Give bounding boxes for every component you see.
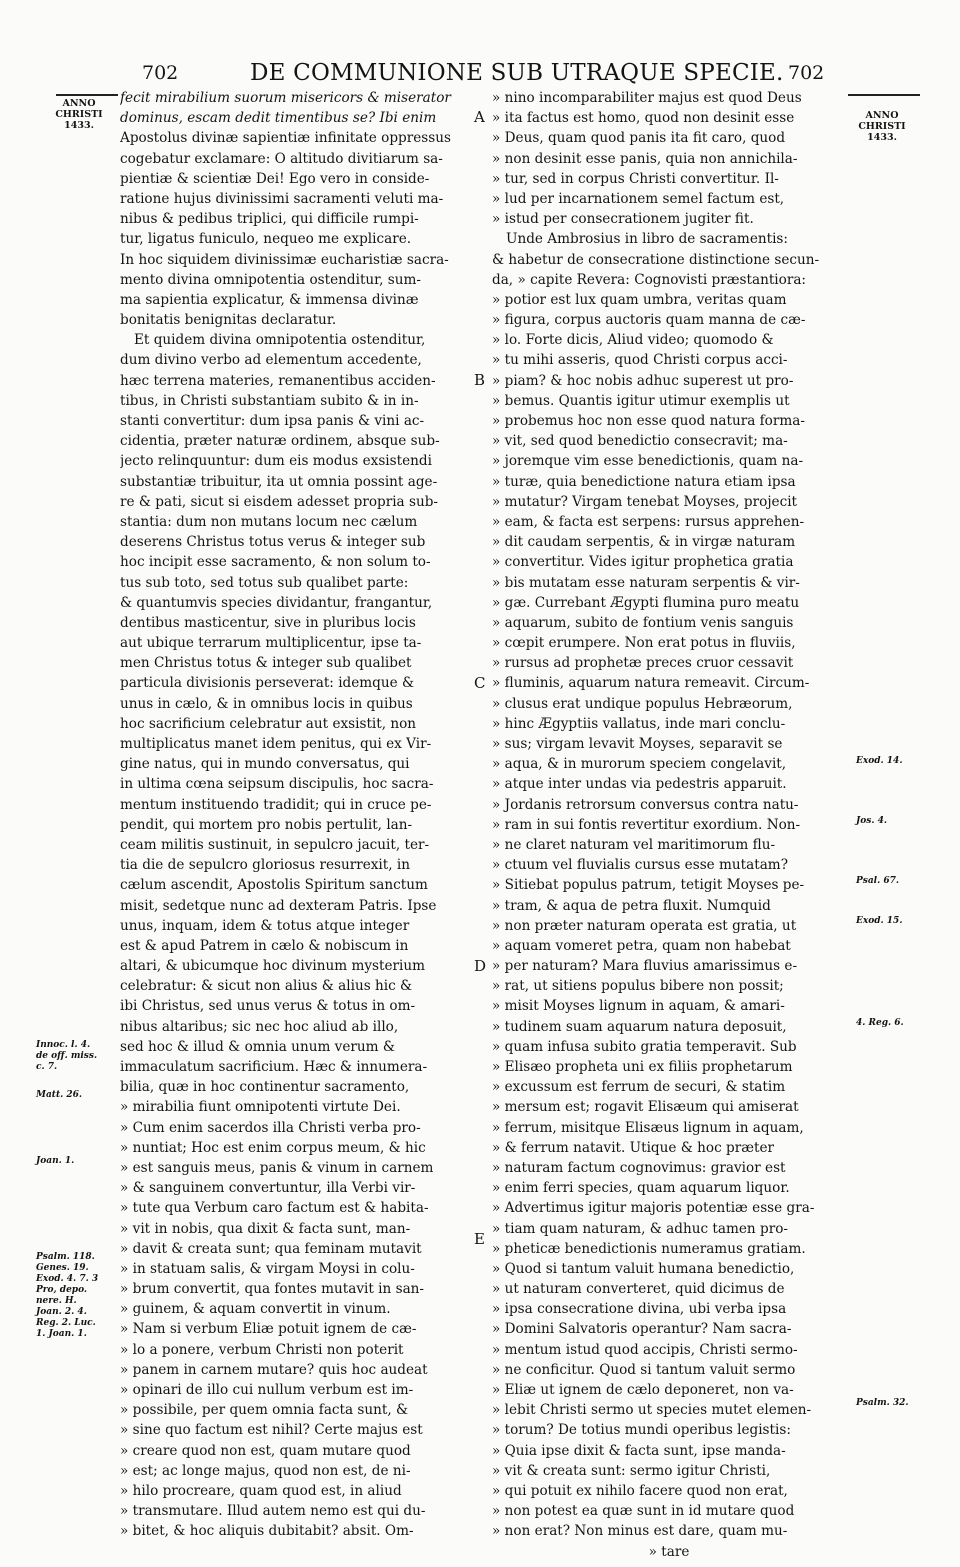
text-line: » Deus, quam quod panis ita fit caro, quod [492, 130, 786, 147]
text-line: nibus altaribus; sic nec hoc aliud ab illo, [120, 1018, 399, 1035]
text-line: » est sanguis meus, panis & vinum in carnem [120, 1159, 434, 1176]
text-line: re & pati, sicut si eisdem adesset propria sub- [120, 493, 439, 510]
left-column [120, 88, 472, 1542]
text-line: » nuntiat; Hoc est enim corpus meum, & hic [120, 1139, 426, 1156]
text-line: » gæ. Currebant Ægypti flumina puro meatu [492, 594, 800, 611]
text-line: » lo. Forte dicis, Aliud video; quomodo & [492, 332, 774, 349]
text-line: pendit, qui mortem pro nobis pertulit, lan- [120, 816, 413, 833]
text-line: » ita factus est homo, quod non desinit esse [492, 110, 795, 127]
anno-label: ANNO [865, 110, 899, 121]
text-line: » tute qua Verbum caro factum est & habita- [120, 1200, 429, 1217]
section-letter-a: A [474, 108, 485, 126]
text-line: » aquam vomeret petra, quam non habebat [492, 937, 791, 954]
text-line: ceam militis sustinuit, in sepulcro jacuit, ter- [120, 836, 430, 853]
anno-christi-right [856, 110, 908, 143]
text-line: » ne claret naturam vel maritimorum flu- [492, 836, 776, 853]
text-line: » mirabilia fiunt omnipotenti virtute Dei. [120, 1099, 401, 1116]
text-line: sed hoc & illud & omnia unum verum & [120, 1038, 395, 1055]
text-line: » est; ac longe majus, quod non est, de ni- [120, 1462, 411, 1479]
text-line: » torum? De totius mundi operibus legistis: [492, 1422, 791, 1439]
text-line: » vit, sed quod benedictio consecravit; ma- [492, 433, 788, 450]
text-line: in ultima cœna seipsum discipulis, hoc sacra- [120, 776, 434, 793]
text-line: jecto relinquuntur: dum eis modus exsistendi [120, 453, 432, 470]
year-label: 1433. [64, 120, 94, 131]
text-line: » fluminis, aquarum natura remeavit. Circum- [492, 675, 810, 692]
christi-label: CHRISTI [858, 121, 906, 132]
text-line: ma sapientia explicatur, & immensa divinæ [120, 291, 419, 308]
text-line: » cœpit erumpere. Non erat potus in fluviis, [492, 635, 796, 652]
text-line: » mersum est; rogavit Elisæum qui amiserat [492, 1099, 799, 1116]
text-line: » non desinit esse panis, quia non annichila- [492, 150, 798, 167]
text-line: » & ferrum natavit. Utique & hoc præter [492, 1139, 775, 1156]
margin-note-4-reg-6: 4. Reg. 6. [856, 1018, 904, 1028]
text-line: » Quod si tantum valuit humana benedictio, [492, 1260, 795, 1277]
text-line: » tur, sed in corpus Christi convertitur. Il- [492, 170, 779, 187]
text-line: » dit caudam serpentis, & in virgæ naturam [492, 534, 796, 551]
margin-note-psalm-32: Psalm. 32. [856, 1398, 909, 1408]
page-number-left: 702 [142, 62, 179, 84]
text-line: Apostolus divinæ sapientiæ infinitate oppressus [120, 130, 451, 147]
text-line: » joremque vim esse benedictionis, quam na- [492, 453, 804, 470]
text-line: pientiæ & scientiæ Dei! Ego vero in conside- [120, 170, 430, 187]
text-line: da, » capite Revera: Cognovisti præstantiora: [492, 271, 807, 288]
text-line: » tram, & aqua de petra fluxit. Numquid [492, 897, 771, 914]
text-line: mentum instituendo tradidit; qui in cruce pe- [120, 796, 432, 813]
text-line: nibus & pedibus triplici, qui difficile rumpi- [120, 211, 419, 228]
text-line: misit, sedetque nunc ad dexteram Patris. Ipse [120, 897, 437, 914]
text-line: celebratur: & sicut non alius & alius hic & [120, 978, 413, 995]
text-line: » creare quod non est, quam mutare quod [120, 1442, 411, 1459]
text-line: » transmutare. Illud autem nemo est qui du- [120, 1503, 426, 1520]
text-line: » mutatur? Virgam tenebat Moyses, projecit [492, 493, 798, 510]
text-line: » ne conficitur. Quod si tantum valuit sermo [492, 1361, 796, 1378]
text-line: » tu mihi asseris, quod Christi corpus acci- [492, 352, 788, 369]
margin-note-exod-15: Exod. 15. [856, 916, 903, 926]
text-line: » excussum est ferrum de securi, & statim [492, 1079, 786, 1096]
text-line: dentibus masticentur, sive in pluribus locis [120, 614, 416, 631]
text-line: » hinc Ægyptiis vallatus, inde mari conclu- [492, 715, 786, 732]
text-line: » atque inter undas via pedestris apparuit. [492, 776, 787, 793]
text-line: deserens Christus totus verus & integer sub [120, 534, 426, 551]
text-line: » convertitur. Vides igitur prophetica gratia [492, 554, 794, 571]
text-line: » Advertimus igitur majoris potentiæ esse gra- [492, 1200, 815, 1217]
margin-note-joan: Joan. 1. [36, 1156, 75, 1166]
text-line: » aqua, & in murorum speciem congelavit, [492, 756, 787, 773]
text-line: gine natus, qui in mundo conversatus, qui [120, 756, 410, 773]
margin-note-innoc: Innoc. l. 4. de off. miss. c. 7. [36, 1040, 98, 1072]
running-title: DE COMMUNIONE SUB UTRAQUE SPECIE. [250, 60, 784, 86]
text-line: » panem in carnem mutare? quis hoc audeat [120, 1361, 428, 1378]
margin-note-psal-67: Psal. 67. [856, 876, 900, 886]
text-line: » enim ferri species, quam aquarum liquor. [492, 1180, 790, 1197]
text-line: » Elisæo propheta uni ex filiis prophetarum [492, 1059, 793, 1075]
text-line: hæc terrena materies, remanentibus acciden- [120, 372, 436, 389]
text-line: » ipsa consecratione divina, ubi verba ipsa [492, 1301, 787, 1318]
text-line: » pheticæ benedictionis numeramus gratiam. [492, 1240, 806, 1257]
text-line: » clusus erat undique populus Hebræorum, [492, 695, 793, 712]
text-line: » sine quo factum est nihil? Certe majus est [120, 1422, 423, 1439]
text-line: » Domini Salvatoris operantur? Nam sacra- [492, 1321, 792, 1338]
text-line: ratione hujus divinissimi sacramenti veluti ma- [120, 190, 444, 207]
text-line: aut ubique terrarum multiplicentur, ipse ta- [120, 635, 422, 652]
text-line: » quam infusa subito gratia temperavit. Sub [492, 1038, 797, 1055]
text-line: cogebatur exclamare: O altitudo divitiarum sa- [120, 150, 443, 167]
text-line: » potior est lux quam umbra, veritas quam [492, 291, 787, 308]
text-line: » per naturam? Mara fluvius amarissimus e- [492, 958, 798, 975]
text-line: & habetur de consecratione distinctione secun- [492, 251, 820, 268]
text-line: stantia: dum non mutans locum nec cælum [120, 513, 418, 530]
margin-note-jos-4: Jos. 4. [856, 816, 887, 826]
text-line: » non præter naturam operata est gratia, ut [492, 917, 797, 934]
text-line: cidentia, præter naturæ ordinem, absque sub- [120, 433, 440, 450]
text-line: » non erat? Non minus est dare, quam mu- [492, 1523, 788, 1540]
text-line: » Eliæ ut ignem de cælo deponeret, non va- [492, 1382, 794, 1398]
text-line: » hilo procreare, quam quod est, in aliud [120, 1482, 402, 1499]
text-line: » mentum istud quod accipis, Christi sermo- [492, 1341, 798, 1358]
text-line: » aquarum, subito de fontium venis sanguis [492, 614, 794, 631]
text-line: bilia, quæ in hoc continentur sacramento, [120, 1079, 410, 1096]
section-letter-c: C [474, 674, 486, 692]
text-line: » eam, & facta est serpens: rursus apprehen- [492, 513, 805, 530]
text-line: » tare [648, 1543, 690, 1560]
text-line: » bitet, & hoc aliquis dubitabit? absit. Om- [120, 1523, 414, 1540]
text-line: » in statuam salis, & virgam Moysi in colu- [120, 1260, 415, 1277]
text-line: dominus, escam dedit timentibus se? Ibi enim [120, 110, 437, 127]
text-line: fecit mirabilium suorum misericors & miserator [120, 90, 451, 106]
text-line: tur, ligatus funiculo, nequeo me explicare. [120, 231, 412, 248]
text-line: » Jordanis retrorsum conversus contra natu- [492, 796, 799, 813]
text-line: » & sanguinem convertuntur, illa Verbi vir- [120, 1180, 416, 1197]
section-letter-d: D [474, 957, 487, 975]
text-line: » davit & creata sunt; qua feminam mutavit [120, 1240, 422, 1257]
text-line: stanti convertitur: dum ipsa panis & vini ac- [120, 413, 425, 429]
page-number-right: 702 [788, 62, 825, 84]
text-line: » naturam factum cognovimus: gravior est [492, 1159, 786, 1176]
text-line: » figura, corpus auctoris quam manna de cæ- [492, 312, 806, 329]
text-line: mento divina omnipotentia ostenditur, sum- [120, 271, 422, 288]
text-line: unus, inquam, idem & totus atque integer [120, 917, 410, 934]
text-line: immaculatum sacrificium. Hæc & innumera- [120, 1059, 428, 1075]
text-line: Unde Ambrosius in libro de sacramentis: [506, 231, 788, 248]
text-line: » vit in nobis, qua dixit & facta sunt, man- [120, 1220, 411, 1237]
text-line: » istud per consecrationem jugiter fit. [492, 211, 754, 228]
text-line: » lebit Christi sermo ut species mutet elemen- [492, 1402, 812, 1419]
text-line: » sus; virgam levavit Moyses, separavit se [492, 736, 783, 752]
margin-note-exod-14: Exod. 14. [856, 756, 903, 766]
text-line: » qui potuit ex nihilo facere quod non erat, [492, 1482, 788, 1499]
header-rule-left [56, 94, 118, 96]
text-line: » guinem, & aquam convertit in vinum. [120, 1301, 391, 1318]
text-line: » lo a ponere, verbum Christi non poterit [120, 1341, 404, 1358]
text-line: » tiam quam naturam, & adhuc tamen pro- [492, 1220, 788, 1237]
text-line: ibi Christus, sed unus verus & totus in om- [120, 998, 416, 1015]
margin-note-psalm: Psalm. 118. Genes. 19. Exod. 4. 7. 3 Pro, depo. nere. H. Joan. 2. 4. Reg. 2. Luc. 1. Joan. 1. [36, 1252, 99, 1339]
text-line: » ut naturam converteret, quid dicimus de [492, 1281, 785, 1298]
text-line: men Christus totus & integer sub qualibet [120, 655, 412, 672]
text-line: Et quidem divina omnipotentia ostenditur, [134, 332, 426, 349]
text-line: » nino incomparabiliter majus est quod Deus [492, 90, 802, 106]
text-line: tia die de sepulcro gloriosus resurrexit, in [120, 857, 410, 874]
text-line: » tudinem suam aquarum natura deposuit, [492, 1018, 787, 1035]
text-line: » Quia ipse dixit & facta sunt, ipse manda- [492, 1442, 786, 1459]
text-line: » ctuum vel fluvialis cursus esse mutatam? [492, 857, 788, 874]
text-line: » rursus ad prophetæ preces cruor cessavit [492, 655, 794, 672]
text-line: » Nam si verbum Eliæ potuit ignem de cæ- [120, 1321, 417, 1338]
header-rule-right [848, 94, 920, 96]
text-line: & quantumvis species dividantur, frangantur, [120, 594, 433, 611]
text-line: tus sub toto, sed totus sub qualibet parte: [120, 574, 409, 591]
anno-label: ANNO [62, 98, 96, 109]
text-line: hoc incipit esse sacramento, & non solum to- [120, 554, 431, 571]
text-line: bonitatis benignitas declaratur. [120, 312, 337, 329]
section-letter-e: E [474, 1230, 485, 1248]
text-line: altari, & ubicumque hoc divinum mysterium [120, 958, 426, 975]
margin-note-matt: Matt. 26. [36, 1090, 83, 1100]
text-line: » ram in sui fontis revertitur exordium. Non- [492, 816, 801, 833]
christi-label: CHRISTI [55, 109, 103, 120]
text-line: particula divisionis perseverat: idemque & [120, 675, 415, 692]
year-label: 1433. [867, 132, 897, 143]
text-line: In hoc siquidem divinissimæ eucharistiæ sacra- [120, 251, 449, 268]
text-line: est & apud Patrem in cælo & nobiscum in [120, 937, 409, 954]
text-line: » non potest ea quæ sunt in id mutare quod [492, 1503, 795, 1520]
text-line: » bis mutatam esse naturam serpentis & vir- [492, 574, 800, 591]
text-line: dum divino verbo ad elementum accedente, [120, 352, 422, 369]
text-line: » probemus hoc non esse quod natura forma- [492, 413, 805, 429]
text-line: unus in cælo, & in omnibus locis in quibus [120, 695, 413, 712]
text-line: » vit & creata sunt: sermo igitur Christi, [492, 1462, 771, 1479]
text-line: » Sitiebat populus patrum, tetigit Moyses pe- [492, 877, 805, 894]
text-line: » possibile, per quem omnia facta sunt, & [120, 1402, 409, 1419]
text-line: multiplicatus manet idem penitus, qui ex Vir- [120, 736, 432, 752]
text-line: substantiæ tribuitur, ita ut omnia possint age- [120, 473, 438, 490]
text-line: » turæ, quia benedictione natura etiam ipsa [492, 473, 796, 490]
text-line: » misit Moyses lignum in aquam, & amari- [492, 998, 785, 1015]
section-letter-b: B [474, 371, 486, 389]
text-line: » bemus. Quantis igitur utimur exemplis ut [492, 392, 790, 409]
text-line: » Cum enim sacerdos illa Christi verba pro- [120, 1119, 421, 1136]
text-line: hoc sacrificium celebratur aut exsistit, non [120, 715, 417, 732]
right-column [492, 88, 846, 1562]
text-line: » rat, ut sitiens populus bibere non possit; [492, 978, 784, 995]
anno-christi-left [54, 98, 104, 131]
text-line: » ferrum, misitque Elisæus lignum in aquam, [492, 1119, 804, 1136]
text-line: cælum ascendit, Apostolis Spiritum sanctum [120, 877, 428, 894]
text-line: » opinari de illo cui nullum verbum est im- [120, 1382, 414, 1398]
text-line: » piam? & hoc nobis adhuc superest ut pro- [492, 372, 794, 389]
text-line: » lud per incarnationem semel factum est, [492, 190, 785, 207]
text-line: » brum convertit, qua fontes mutavit in san- [120, 1281, 425, 1298]
text-line: tibus, in Christi substantiam subito & in in- [120, 392, 419, 409]
